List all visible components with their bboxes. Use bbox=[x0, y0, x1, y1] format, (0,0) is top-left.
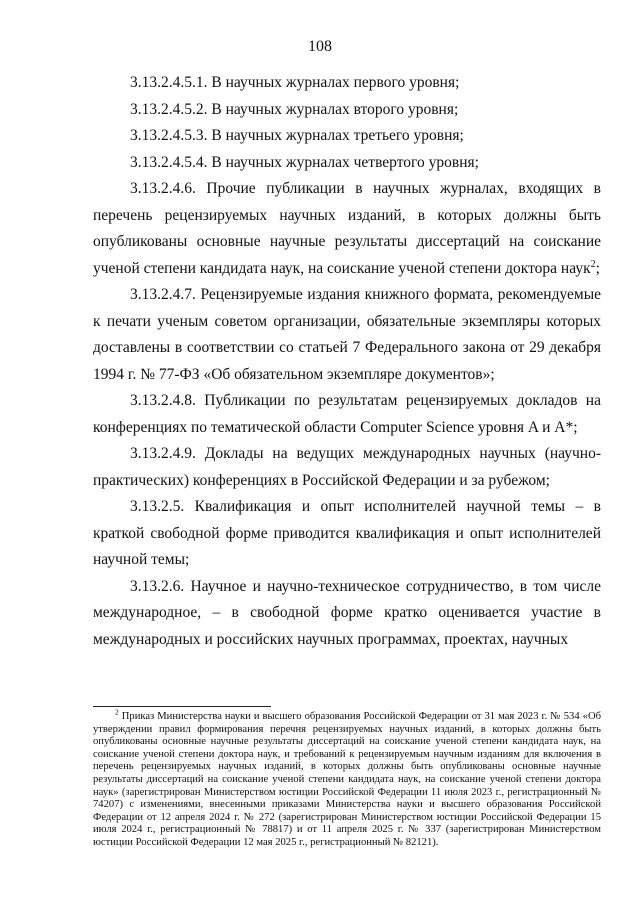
paragraph-3-13-2-4-8: 3.13.2.4.8. Публикации по результатам рецензируемых докладов на конференциях по тематической области Computer Science уровня A и A*; bbox=[93, 392, 601, 436]
footnote-text: Приказ Министерства науки и высшего образования Российской Федерации от 31 мая 2023 г. № 534 «Об утверждении правил формирования перечня рецензируемых научных изданий, в которых должны быть опубликованы основные научные результаты диссертаций на соискание ученой степени кандидата наук, на соискание ученой степени доктора наук, и требований к рецензируемым научным изданиям для включения в перечень рецензируемых научных изданий, в которых должны быть опубликованы основные научные результаты диссертаций на соискание ученой степени кандидата наук, на соискание ученой степени доктора наук» (зарегистрирован Министерством юстиции Российской Федерации 11 июля 2023 г., регистрационный № 74207) с изменениями, внесенными приказами Министерства науки и высшего образования Российской Федерации от 12 апреля 2024 г. № 272 (зарегистрирован Министерством юстиции Российской Федерации 15 июля 2024 г., регистрационный № 78817) и от 11 апреля 2025 г. № 337 (зарегистрирован Министерством юстиции Российской Федерации 12 мая 2025 г., регистрационный № 82121). bbox=[93, 711, 601, 848]
paragraph-3-13-2-4-6-tail: ; bbox=[595, 259, 600, 277]
paragraph-3-13-2-4-5-3: 3.13.2.4.5.3. В научных журналах третьего уровня; bbox=[130, 127, 464, 144]
footnote-separator bbox=[93, 706, 271, 707]
paragraph-3-13-2-4-6-text: 3.13.2.4.6. Прочие публикации в научных журналах, входящих в перечень рецензируемых научных изданий, в которых должны быть опубликованы основные научные результаты диссертаций на соискание ученой степени кандидата наук, на соискание ученой степени доктора наук bbox=[93, 180, 601, 277]
paragraph-3-13-2-4-5-4: 3.13.2.4.5.4. В научных журналах четвертого уровня; bbox=[130, 153, 479, 171]
footnote bbox=[93, 707, 601, 850]
paragraph-3-13-2-4-6 bbox=[93, 176, 601, 282]
paragraph-3-13-2-6: 3.13.2.6. Научное и научно-техническое сотрудничество, в том числе международное, – в свободной форме кратко оценивается участие в международных и российских научных программах, проектах, научных bbox=[93, 577, 601, 648]
footnote-reference: 2 bbox=[590, 258, 596, 270]
paragraph-3-13-2-4-5-1: 3.13.2.4.5.1. В научных журналах первого уровня; bbox=[130, 74, 460, 91]
footnote-mark: 2 bbox=[115, 707, 119, 717]
paragraph-3-13-2-4-9: 3.13.2.4.9. Доклады на ведущих международных научных (научно-практических) конференциях в Российской Федерации и за рубежом; bbox=[93, 445, 601, 489]
paragraph-3-13-2-5: 3.13.2.5. Квалификация и опыт исполнителей научной темы – в краткой свободной форме приводится квалификация и опыт исполнителей научной темы; bbox=[93, 498, 601, 568]
page-number: 108 bbox=[308, 38, 332, 55]
body-text bbox=[93, 70, 601, 653]
paragraph-3-13-2-4-7: 3.13.2.4.7. Рецензируемые издания книжного формата, рекомендуемые к печати ученым советом организации, обязательные экземпляры которых доставлены в соответствии со статьей 7 Федерального закона от 29 декабря 1994 г. № 77-ФЗ «Об обязательном экземпляре документов»; bbox=[93, 286, 601, 383]
paragraph-3-13-2-4-5-2: 3.13.2.4.5.2. В научных журналах второго уровня; bbox=[130, 100, 459, 118]
